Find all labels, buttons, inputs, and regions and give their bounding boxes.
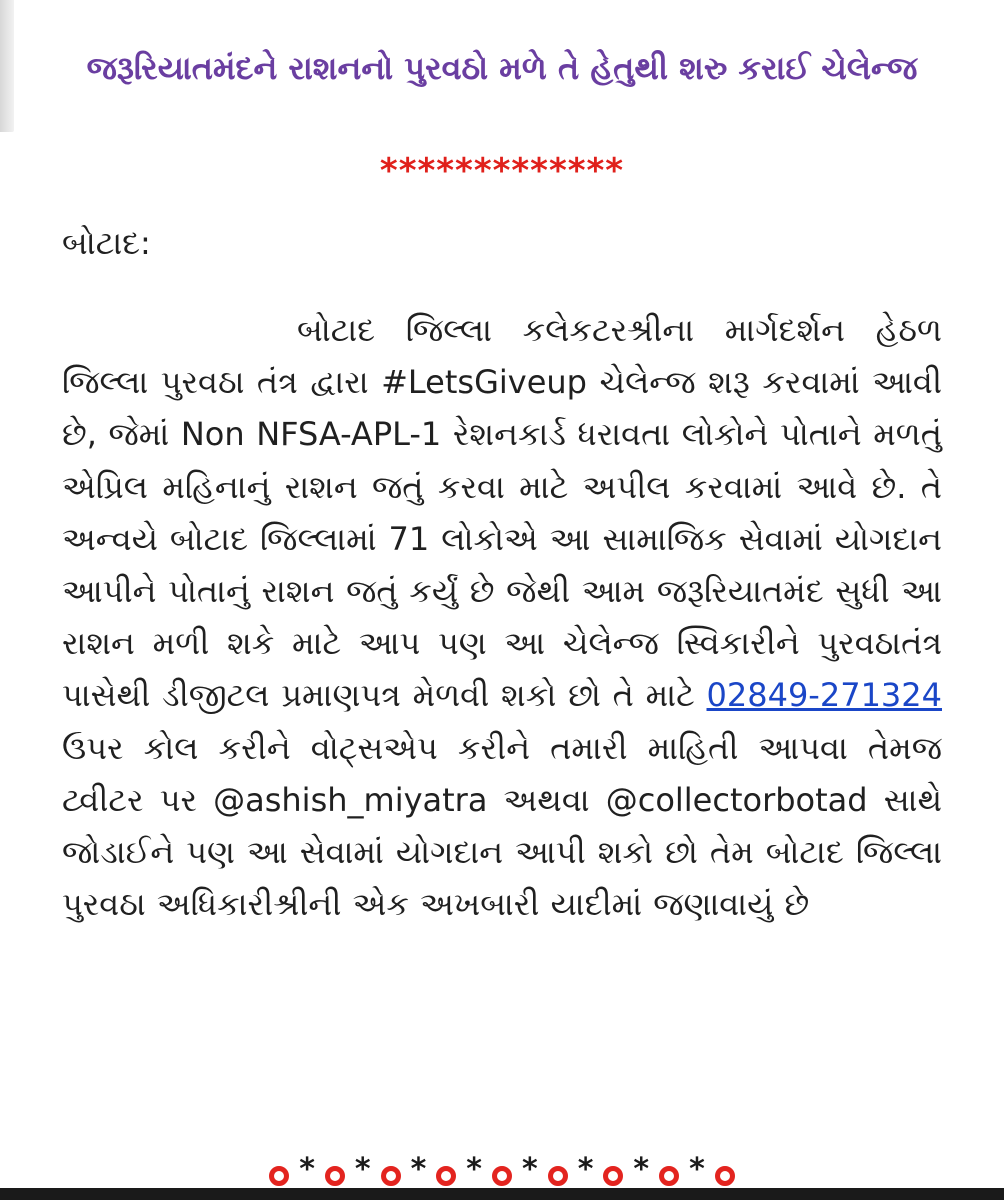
body-text-part-1: બોટાદ જિલ્લા કલેકટરશ્રીના માર્ગદર્શન હેઠળ જિલ્લા પુરવઠા તંત્ર દ્વારા #LetsGiveup ચેલેન્જ શરૂ કરવામાં આવી છે, જેમાં Non NFSA-APL-1 રેશનકાર્ડ ધરાવતા લોકોને પોતાને મળતું એપ્રિલ મહિનાનું રાશન જતું કરવા માટે અપીલ કરવામાં આવે છે. તે અન્વયે બોટાદ જિલ્લામાં 71 લોકોએ આ સામાજિક સેવામાં યોગદાન આપીને પોતાનું રાશન જતું કર્યું છે જેથી આમ જરૂરિયાતમંદ સુધી આ રાશન મળી શકે માટે આપ પણ આ ચેલેન્જ સ્વિકારીને પુરવઠાતંત્ર પાસેથી ડીજીટલ પ્રમાણપત્ર મેળવી શકો છો તે માટે [62, 311, 942, 715]
separator-star: * [633, 1152, 650, 1187]
separator-ring [269, 1166, 289, 1186]
separator-star: * [466, 1152, 482, 1187]
separator-ring [436, 1166, 456, 1186]
ornamental-separator [0, 1150, 1004, 1190]
body-text-part-2: ઉપર કોલ કરીને વોટ્સએપ કરીને તમારી માહિતી આપવા તેમજ ટ્વીટર પર @ashish_miyatra અથવા @collectorbotad સાથે જોડાઈને પણ આ સેવામાં યોગદાન આપી શકો છો તેમ બોટાદ જિલ્લા પુરવઠા અધિકારીશ્રીની એક અખબારી યાદીમાં જણાવાયું છે [62, 728, 942, 924]
separator-star: * [522, 1152, 538, 1187]
bottom-bar [0, 1188, 1004, 1200]
phone-number-link[interactable]: 02849-271324 [706, 676, 942, 715]
separator-star: * [410, 1152, 427, 1187]
star-divider: ************* [379, 151, 625, 191]
article-body [62, 304, 942, 930]
separator-ring [492, 1166, 512, 1186]
headline: જરૂરિયાતમંદને રાશનનો પુરવઠો મળે તે હેતુથી શરુ કરાઈ ચેલેન્જ [86, 49, 918, 87]
separator-ring [548, 1166, 568, 1186]
separator-ring [603, 1166, 623, 1186]
separator-star: * [577, 1152, 594, 1187]
separator-ring [325, 1166, 345, 1186]
separator-star: * [689, 1152, 705, 1187]
separator-star: * [354, 1152, 371, 1187]
separator-ring [715, 1166, 735, 1186]
page-edge-shadow [0, 0, 14, 132]
separator-ring [659, 1166, 679, 1186]
separator-star: * [299, 1152, 315, 1187]
separator-ring [381, 1166, 401, 1186]
top-decoration [360, 0, 640, 4]
dateline: બોટાદ: [62, 224, 151, 262]
